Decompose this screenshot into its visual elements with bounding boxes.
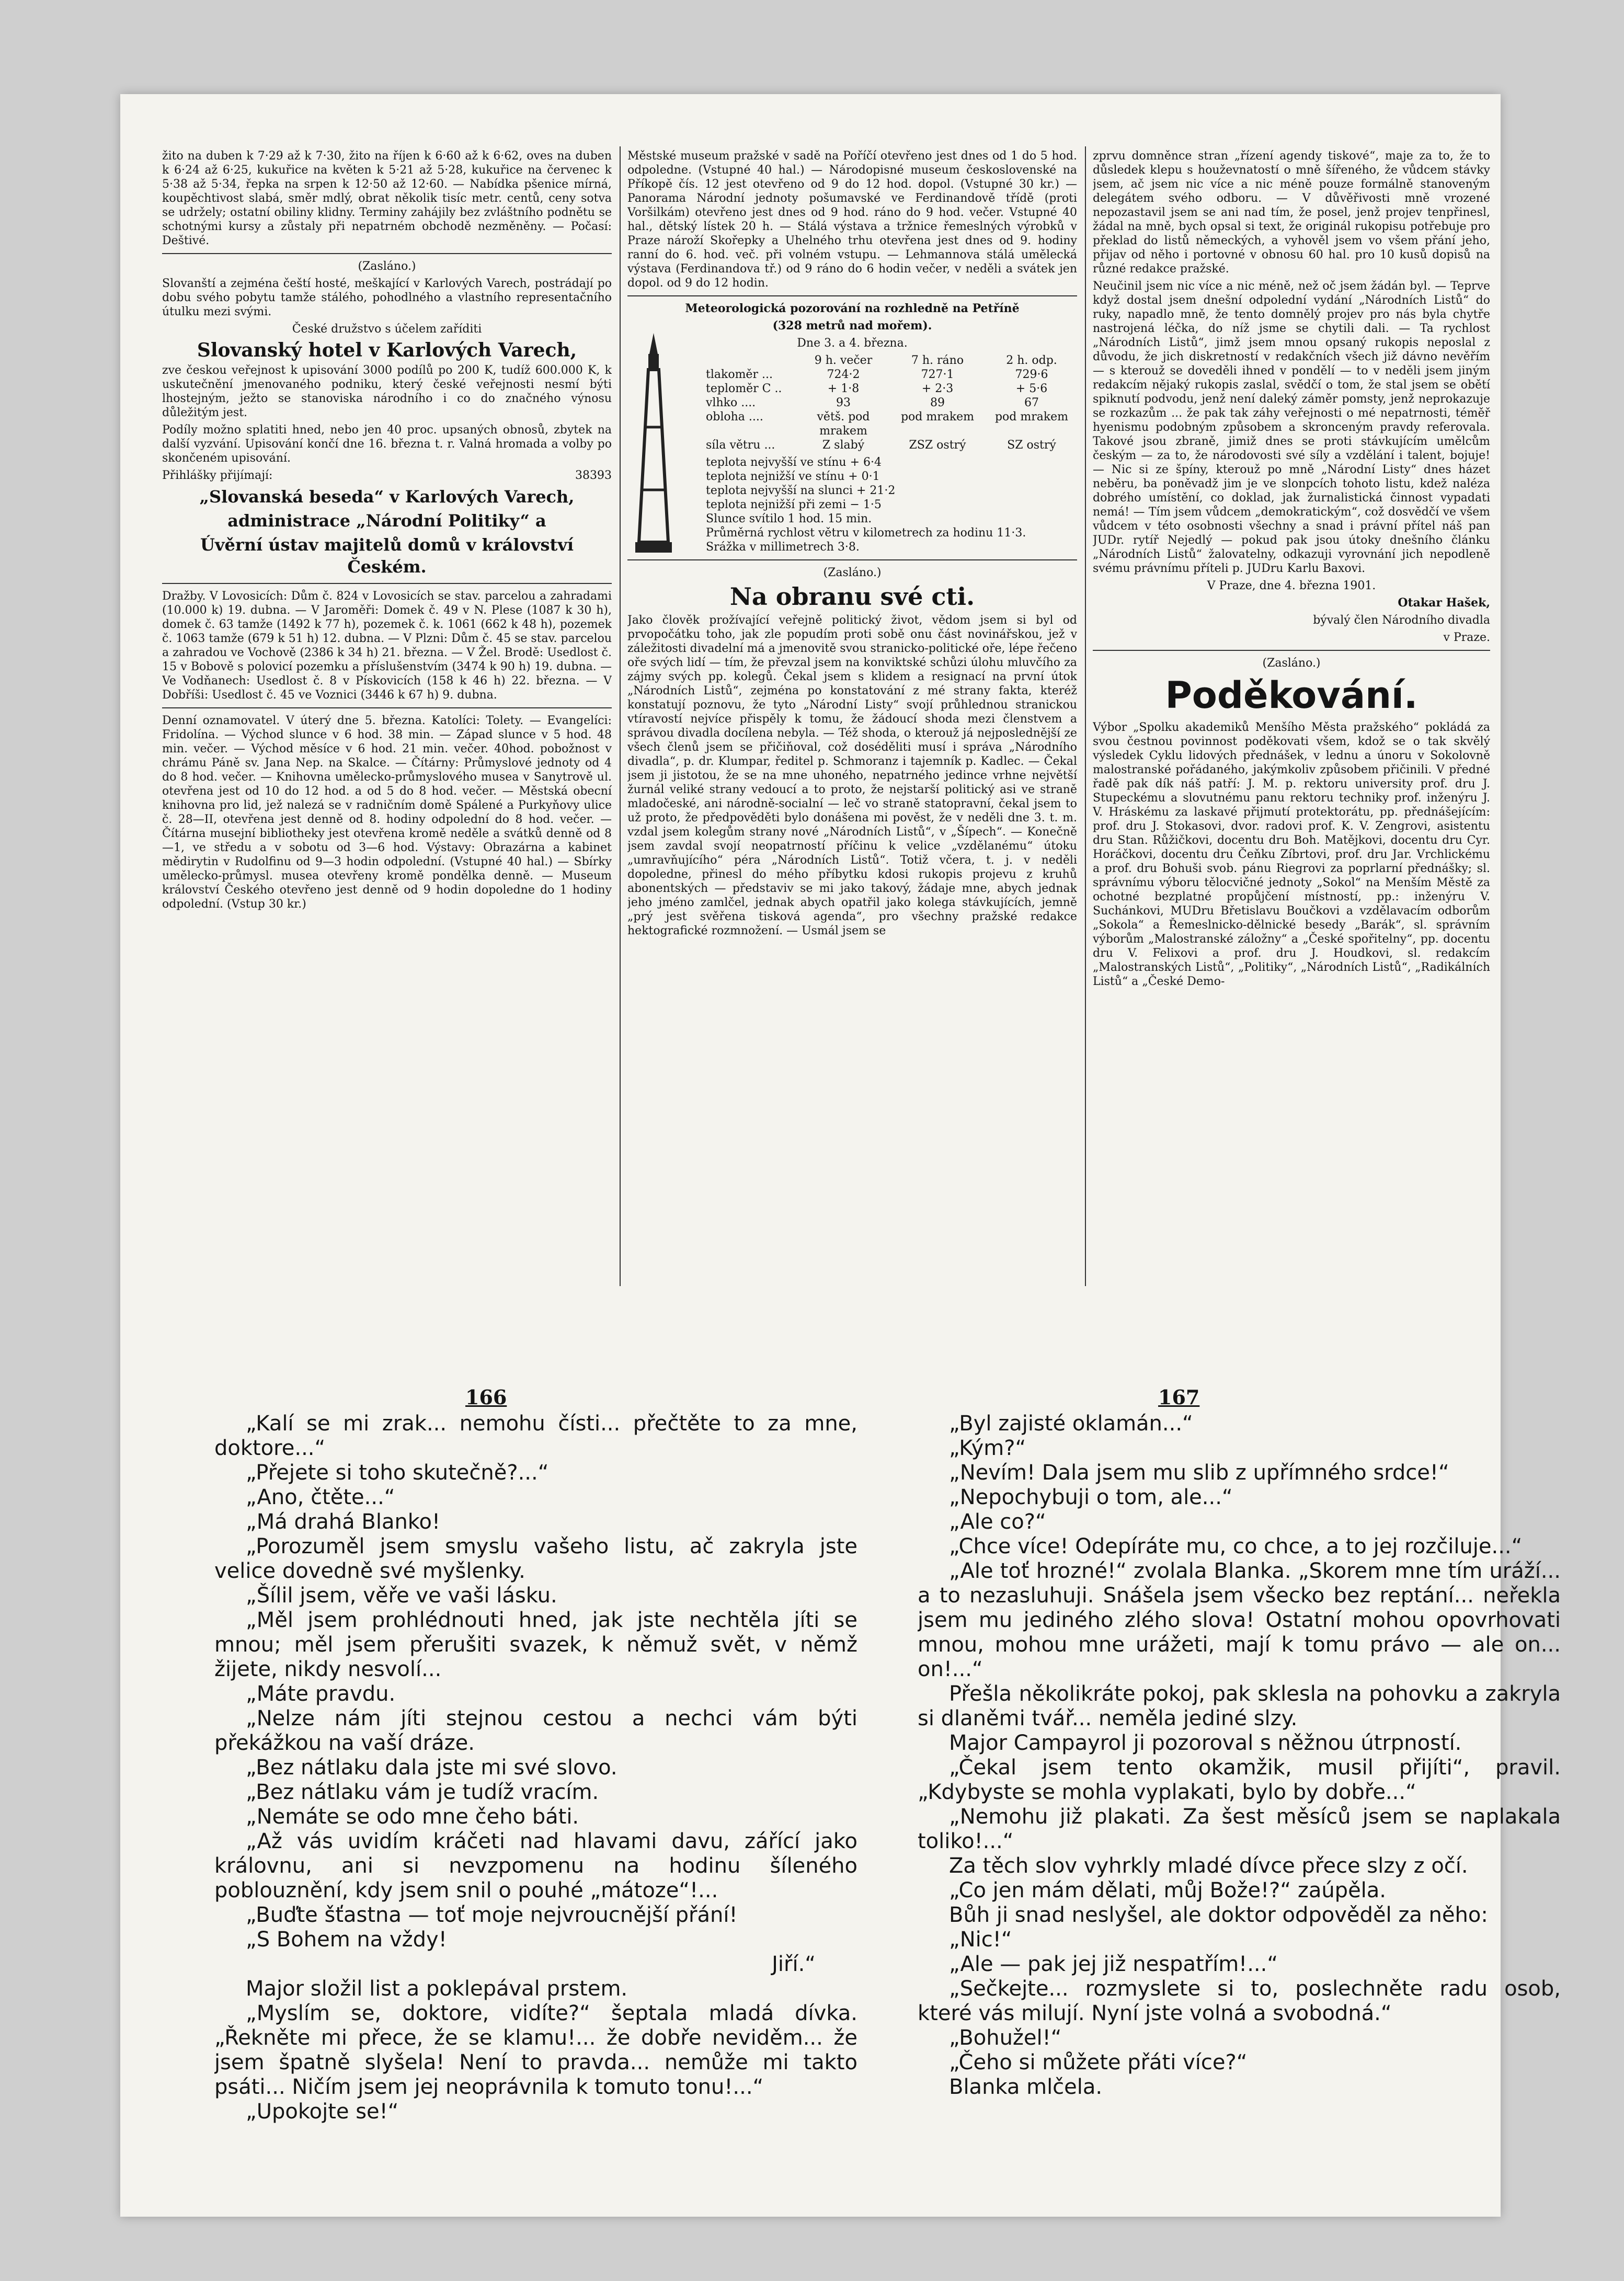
podekovani-title: Poděkování.: [1165, 674, 1418, 717]
meteo-cell: pod mrakem: [900, 410, 975, 423]
meteo-extra-line: teplota nejnižší při zemi − 1·5: [706, 498, 882, 511]
meteo-cell: + 2·3: [921, 382, 954, 395]
meteo-cell: 729·6: [1015, 368, 1048, 381]
meteo-row-label: tlakoměr ...: [706, 368, 773, 381]
meteo-extra-line: teplota nejnižší ve stínu + 0·1: [706, 470, 880, 483]
auctions: Dražby. V Lovosicích: Dům č. 824 v Lovosicích se stav. parcelou a zahradami (10.000 k) 19. dubna. — V Jaroměři: Domek č. 49 v N. Plese (1087 k 30 h), domek č. 63 tamže (1492 k 77 h), pozemek č. k. 1061 (662 k 48 h), pozemek č. 1063 tamže (679 k 51 h) 12. dubna. — V Plzni: Dům č. 45 se stav. parcelou a zahradou ve Vochově (2386 k 34 h) 21. března. — V Žel. Brodě: Usedlost č. 15 v Bobově s polovicí pozemku a příslušenstvím (3474 k 90 h) 19. dubna. — Ve Vodňanech: Usedlost č. 8 v Pískovicích (158 k 46 h) 22. března. — V Dobříši: Usedlost č. 45 ve Voznici (3446 k 67 h) 9. dubna.: [162, 590, 612, 702]
hotel-intro: Slovanští a zejména čeští hosté, meškající v Karlových Varech, postrádají po dobu svého pobytu tamže stálého, pohodlného a vlastního representačního útulku mezi svými.: [162, 277, 612, 318]
meteo-row-label: síla větru ...: [706, 439, 775, 452]
beseda-heading: „Slovanská beseda“ v Karlových Varech,: [199, 487, 575, 507]
meteo-extra-line: Slunce svítilo 1 hod. 15 min.: [706, 512, 872, 525]
meteo-box: [627, 302, 1077, 554]
market-report: žito na duben k 7·29 až k 7·30, žito na říjen k 6·60 až k 6·62, oves na duben k 6·24 až 6·25, kukuřice na květen k 5·21 až 5·28, kukuřice na červenec k 5·38 až 5·34, řepka na srpen k 12·50 až 12·60. — Nabídka pšenice mírná, koupěchtivost slabá, směr mdlý, obrat několik tisíc metr. centů, ceny sotva se udržely; ostatní obiliny klidny. Terminy zahájily bez zvláštního podnětu se schotnými kursy a zůstaly při nepatrném obchodě nezměněny. — Počasí: Deštivé.: [162, 150, 612, 247]
meteo-date: Dne 3. a 4. března.: [797, 337, 908, 350]
hotel-accept-label: Přihlášky přijímají:: [162, 469, 273, 482]
meteo-title: Meteorologická pozorování na rozhledně na Petříně: [685, 302, 1020, 315]
newspaper-sheet: [120, 94, 1561, 2217]
hotel-body: zve českou veřejnost k upisování 3000 podílů po 200 K, tudíž 600.000 K, k uskutečnění jmenovaného podniku, který české veřejnosti nesmí býti lhostejným, ježto se stanoviska národního i co do značného výnosu důležitým jest.: [162, 364, 612, 419]
meteo-extra-line: teplota nejvyšší ve stínu + 6·4: [706, 456, 882, 469]
meteo-cell: + 5·6: [1015, 382, 1048, 395]
zaslano-label: (Zasláno.): [1262, 657, 1321, 670]
story-paragraph: „Čeho si můžete přáti více?“: [949, 2050, 1248, 2074]
meteo-header: 9 h. večer: [814, 354, 873, 367]
meteo-extra-line: Průměrná rychlost větru v kilometrech za hodinu 11·3.: [706, 526, 1026, 540]
story-paragraph: „Nelze nám jíti stejnou cestou a nechci vám býti překážkou na vaší dráze.: [214, 1706, 857, 1755]
column-rule: [620, 146, 621, 1286]
museum-notices: Městské museum pražské v sadě na Poříčí otevřeno jest dnes od 1 do 5 hod. odpoledne. (Vstupné 40 hal.) — Národopisné museum československé na Příkopě čís. 12 jest otevřeno od 9 do 12 hod. dopol. (Vstupné 30 kr.) — Panorama Národní jednoty pošumavské ve Ferdinandově třídě (proti Voršilkám) otevřeno jest dnes od 9 hod. ráno do 9 hod. večer. Vstupné 40 hal., dětský lístek 20 h. — Stálá výstava a tržnice řemeslných výrobků v Praze nároží Skořepky a Uhelného trhu otevřena jest dnes od 9. hodiny ranní do 6. hod. več. při volném vstupu. — Lehmannova stálá umělecká výstava (Ferdinandova tř.) od 9 ráno do 6 hodin večer, v neděli a svátek jen dopol. od 9 do 12 hodin.: [627, 150, 1077, 290]
meteo-table: [706, 353, 1077, 452]
page-number-right: 167: [1158, 1385, 1200, 1409]
podekovani-body: Výbor „Spolku akademiků Menšího Města pražského“ pokládá za svou čestnou povinnost poděkovati všem, kdož se o tak skvělý výsledek Cyklu lidových přednášek, v lednu a únoru v Sokolovně malostranské pořádaného, jakýmkoliv způsobem přičinili. V předné řadě pak dík náš patří: J. M. p. rektoru university prof. dru J. Stupeckému a slovutnému panu rektoru techniky prof. inženýru J. V. Hráskému za laskavé přijmutí protektorátu, pp. přednášejícím: prof. dru J. Stokasovi, dvor. radovi prof. K. V. Zengrovi, asistentu dru Stan. Růžičkovi, docentu dru Boh. Matějkovi, docentu dru Cyr. Horáčkovi, docentu dru Čeňku Zíbrtovi, prof. dru Jar. Vrchlickému a prof. dru Bohuši svob. pánu Riegrovi za poprlarní přednášky; sl. správnímu výboru tělocvičné jednoty „Sokol“ na Menším Městě za ochotné bezplatné propůjčení místností, pp.: inženýru V. Suchánkovi, MUDru Břetislavu Boučkovi a vzdělavacím odborům „Sokola“ a Řemeslnicko-dělnické besedy „Barák“, sl. správním výborům „Malostranské záložny“ a „České spořitelny“, pp. docentu dru V. Felixovi a prof. dru J. Houdkovi, sl. redakcím „Malostranských Listů“, „Politiky“, „Národních Listů“, „Radikálních Listů“ a „České Demo-: [1093, 721, 1490, 988]
place-date: V Praze, dne 4. března 1901.: [1207, 579, 1376, 592]
story-paragraph: „Byl zajisté oklamán...“: [949, 1412, 1193, 1436]
admin-heading: administrace „Národní Politiky“ a: [227, 511, 546, 531]
story-paragraph: „Kým?“: [949, 1436, 1026, 1460]
story-paragraph: Major Campayrol ji pozoroval s něžnou útrpností.: [949, 1731, 1462, 1755]
story-paragraph: „Porozuměl jsem smyslu vašeho listu, ač zakryla jste velice dovedně své myšlenky.: [214, 1534, 857, 1583]
meteo-cell: + 1·8: [827, 382, 860, 395]
obrana-continued-2: Neučinil jsem nic více a nic méně, než oč jsem žádán byl. — Teprve když dostal jsem dnešní odpolední vydání „Národních Listů“ do ruky, napadlo mně, že tento domnělý projev pro nás byla chytře nastrojená léčka, do níž jsme se chytili dali. — Ta rychlost „Národních Listů“, jimž jsem mnou opsaný rukopis neposlal z důvodu, že jich diskretností v redakčních všech již dávno nevěřím — s kterouž se doveděli ihned v pondělí — to v neděli jsem jiným redakcím nějaký rukopis zaslal, svědčí o tom, že stal jsem se obětí spiknutí podvodu, jenž není daleký záměr pomsty, jenž neprokazuje se rozkazům ... že pak tak záhy veřejnosti o mé nepatrnosti, téměř hyenismu podobným způsobem a skronceným pravdy referovala. Takové jsou zbraně, jimiž dnes se proti stávkujícím umělcům českým — za to, že národovosti své síly a vzdělání i talent, bojuje! — Nic si ze špíny, kterouž po mně „Národní Listy“ dnes házet neběru, ba poněvadž jim je ve slonpcích tohoto listu, kdež naléza dobrého umístění, co doklad, jak žurnalistická činnost vypadati nemá! — Tím jsem vůdcem „demokratickým“, což dosvědčí ve všem vůdcem v této osobnosti všechny a snad i právní přítel náš pan JUDr. rytíř Nejedlý — pokud pak jsou útoky dnešního článku „Národních Listů“ žalovatelny, odkazuji vyrovnání jich nepodleně svému právnímu příteli p. JUDru Karlu Baxovi.: [1093, 280, 1490, 575]
story-paragraph: „Buďte šťastna — toť moje nejvroucnější přání!: [246, 1903, 738, 1927]
meteo-cell: pod mrakem: [994, 410, 1069, 423]
meteo-cell: Z slabý: [822, 439, 865, 452]
story-paragraph: „Ale co?“: [949, 1510, 1046, 1534]
meteo-header: 2 h. odp.: [1006, 354, 1057, 367]
divider: [627, 295, 1077, 296]
obrana-title: Na obranu své cti.: [729, 582, 975, 611]
meteo-cell: 724·2: [827, 368, 860, 381]
meteo-header: 7 h. ráno: [911, 354, 964, 367]
story-paragraph: „Nic!“: [949, 1928, 1012, 1952]
meteo-cell: větš. pod mrakem: [817, 410, 870, 438]
story-left: [214, 1412, 857, 2196]
story-paragraph: „Bohužel!“: [949, 2026, 1062, 2050]
story-paragraph: „Chce více! Odepíráte mu, co chce, a to jej rozčiluje...“: [949, 1534, 1523, 1558]
story-paragraph: Přešla několikráte pokoj, pak sklesla na pohovku a zakryla si dlaněmi tvář... neměla jediné slzy.: [918, 1682, 1561, 1730]
hotel-terms: Podíly možno splatiti hned, nebo jen 40 proc. upsaných obnosů, zbytek na další vyzvání. Upisování končí dne 16. března t. r. Valná hromada a volby po skončeném upisování.: [162, 423, 612, 465]
daily-notices: Denní oznamovatel. V úterý dne 5. března. Katolíci: Tolety. — Evangelíci: Fridolína. — Východ slunce v 6 hod. 38 min. — Západ slunce v 5 hod. 48 min. večer. — Východ měsíce v 6 hod. 21 min. večer. 40hod. pobožnost v chrámu Páně sv. Jana Nep. na Skalce. — Čítárny: Průmyslové jednoty od 4 do 8 hod. večer. — Knihovna umělecko-průmyslového musea v Sanytrově ul. otevřena jest od 10 do 12 hod. a od 5 do 8 hod. večer. — Městská obecní knihovna pro lid, jež nalezá se v radničním domě Spálené a Purkyňovy ulice č. 28—II, otevřena jest denně od 8. hodiny odpolední do 8 hod. večer. — Čítárna musejní bibliotheky jest otevřena kromě neděle a svátků denně od 8—1, ve středu a v sobotu od 3—6 hod. Výstavy: Obrazárna a kabinet mědirytin v Rudolfinu od 9—3 hodin odpolední. (Vstupné 40 hal.) — Sbírky umělecko-průmysl. musea otevřeny kromě pondělka denně. — Museum království Českého otevřeno jest denně od 9 hodin dopoledne do 1 hodiny odpolední. (Vstup 30 kr.): [162, 714, 612, 911]
meteo-row-label: obloha ....: [706, 410, 763, 423]
story-right: [918, 1412, 1561, 2196]
story-paragraph: „Bez nátlaku dala jste mi své slovo.: [246, 1756, 617, 1780]
zaslano-label: (Zasláno.): [823, 566, 882, 579]
petrin-tower-icon: [627, 333, 680, 553]
story-paragraph: Major složil list a poklepával prstem.: [246, 1977, 628, 2001]
obrana-body: Jako člověk prožívající veřejně politický život, vědom jsem si byl od prvopočátku toho, jak zle popudím proti sobě onu část novinářskou, jež v záležitosti divadelní má a jmenovitě svou stranicko-politické oře, lépe řečeno oře svých lidí — tím, že převzal jsem na konviktské schůzi úlohu mluvčího za zájmy svých pp. kolegů. Čekal jsem s klidem a resignací na první útok „Národních Listů“, zejména po konstatování z mé strany fakta, kteréž konstatují poznovu, že tyto „Národní Listy“ svojí průhlednou stranickou vtíravostí nejvíce přispěly k tomu, že žádoucí shoda mezi členstvem a správou divadla docílena nebyla. — Též shoda, o kterouž já nejposlednější ze všech členů jsem se přičiňoval, což doséděliti musí i správa „Národního divadla“, p. dr. Klumpar, ředitel p. Schmoranz i tajemník p. Kadlec. — Čekal jsem ji jistotou, že se na mne uhoného, nepatrného jedince vrhne největší žurnál veliké strany vedoucí a to proto, že nejstarší politický asi ve straně mladočeské, ani národně-socialní — leč vo straně statopravní, čekal jsem to už proto, že předpověděti bylo donášena mi pověst, že v neděli dne 3. t. m. vzdal jsem kolegům strany nové „Národních Listů“, v „Šípech“. — Konečně jsem zavdal svojí neopatrností příčinu k velice „vzdělanému“ útoku „umravňujícího“ péra „Národních Listů“. Totiž včera, t. j. v neděli dopoledne, přinesl do mého příbytku kdosi rukopis projevu z kruhů abonentských — představiv se mi jako takový, žádaje mne, abych jednak jeho jméno zamlčel, jednak abych opatřil jako kolega stávkujících, jemně „prý jest svěřena tisková agenda“, pro všechny pražské redakce hektografické rozmnožení. — Usmál jsem se: [627, 614, 1077, 937]
meteo-row-label: vlhko ....: [706, 396, 756, 409]
meteo-extra-line: Srážka v millimetrech 3·8.: [706, 541, 860, 554]
meteo-cell: SZ ostrý: [1007, 439, 1056, 452]
story-paragraph: „Má drahá Blanko!: [246, 1510, 441, 1534]
story-paragraph: „Ale — pak jej již nespatřím!...“: [949, 1952, 1278, 1976]
hotel-accept: [162, 468, 612, 483]
meteo-cell: 93: [836, 396, 851, 409]
hotel-number: 38393: [575, 469, 612, 482]
story-paragraph: „Měl jsem prohlédnouti hned, jak jste nechtěla jíti se mnou; měl jsem přerušiti svazek, k němuž svět, v němž žijete, nikdy nesvolí...: [214, 1608, 857, 1681]
meteo-extra-line: teplota nejvyšší na slunci + 21·2: [706, 484, 896, 497]
story-paragraph: „Čekal jsem tento okamžik, musil přijíti“, pravil. „Kdybyste se mohla vyplakati, bylo by dobře...“: [918, 1756, 1561, 1804]
meteo-cell: 67: [1024, 396, 1039, 409]
story-paragraph: „Myslím se, doktore, vidíte?“ šeptala mladá dívka. „Řekněte mi přece, že se klamu!... že dobře neviděm... že jsem špatně slyšela! Není to pravda... nemůže mi takto psáti... Ničím jsem jej neoprávnila k tomuto tonu!...“: [214, 2001, 857, 2099]
story-paragraph: „Nemáte se odo mne čeho báti.: [246, 1805, 579, 1829]
meteo-row-label: teploměr C ..: [706, 382, 782, 395]
signature-name: Otakar Hašek,: [1398, 596, 1490, 610]
story-paragraph: „Upokojte se!“: [246, 2100, 399, 2124]
story-paragraph: Jiří.“: [772, 1952, 816, 1976]
divider: [162, 583, 612, 584]
story-paragraph: „Přejete si toho skutečně?...“: [246, 1461, 549, 1485]
story-paragraph: „Šílil jsem, věře ve vaši lásku.: [246, 1584, 557, 1608]
story-paragraph: Bůh ji snad neslyšel, ale doktor odpověděl za něho:: [949, 1903, 1488, 1927]
story-paragraph: Za těch slov vyhrkly mladé dívce přece slzy z očí.: [949, 1854, 1468, 1878]
meteo-cell: ZSZ ostrý: [909, 439, 966, 452]
meteo-subtitle: (328 metrů nad mořem).: [772, 319, 932, 333]
story-paragraph: „Sečkejte... rozmyslete si to, poslechněte radu osob, které vás milují. Nyní jste volná a svobodná.“: [918, 1977, 1561, 2025]
story-paragraph: „Ale toť hrozné!“ zvolala Blanka. „Skorem mne tím uráží... a to nezasluhuji. Snášela jsem všecko bez reptání... neřekla jsem mu jediného zlého slova! Ostatní mohou opovrhovati mnou, mohou mne urážeti, mají k tomu právo — ale on... on!...“: [918, 1559, 1561, 1681]
meteo-header: [706, 353, 795, 368]
uverni-heading: Úvěrní ústav majitelů domů v království Českém.: [200, 535, 574, 577]
column-middle: [627, 149, 1077, 1283]
hotel-announce: České družstvo s účelem zaříditi: [292, 323, 482, 336]
meteo-cell: 727·1: [921, 368, 954, 381]
story-paragraph: „Až vás uvidím kráčeti nad hlavami davu, zářící jako královnu, ani si nevzpomenu na hodinu šíleného poblouznění, kdy jsem snil o pouhé „mátoze“!...: [214, 1829, 857, 1902]
story-paragraph: „Nepochybuji o tom, ale...“: [949, 1485, 1233, 1509]
obrana-continued: zprvu domněnce stran „řízení agendy tiskové“, maje za to, že to důsledek klepu s houževnatostí o mně šířeného, že vůdcem stávky jsem, ač jsem nic více a nic méně pouze formálně stanoveným delegátem svého odboru. — V důvěřivosti mně vrozené nepozastavil jsem se ani nad tím, že posel, jenž projev tenpřinesl, žádal na mně, bych opsal si text, že originál rukopisu potřebuje pro překlad do listů německých, a vyhověl jsem vo všem přání jeho, přijav od něho i portovné v obnosu 60 hal. pro 10 kusů dopisů na různé redakce pražské.: [1093, 150, 1490, 276]
story-paragraph: „Máte pravdu.: [246, 1682, 396, 1706]
divider: [162, 253, 612, 254]
story-paragraph: Blanka mlčela.: [949, 2075, 1103, 2099]
column-left: [162, 149, 612, 1283]
meteo-cell: 89: [930, 396, 945, 409]
meteo-extra: [706, 455, 1077, 554]
page-number-left: 166: [465, 1385, 507, 1409]
divider: [627, 559, 1077, 560]
story-paragraph: „Bez nátlaku vám je tudíž vracím.: [246, 1780, 599, 1804]
column-rule: [1085, 146, 1086, 1286]
story-paragraph: „Nevím! Dala jsem mu slib z upřímného srdce!“: [949, 1461, 1449, 1485]
zaslano-label: (Zasláno.): [358, 260, 416, 273]
signature-place: v Praze.: [1443, 631, 1490, 644]
story-paragraph: „Nemohu již plakati. Za šest měsíců jsem se naplakala toliko!...“: [918, 1805, 1561, 1853]
story-paragraph: „Ano, čtěte...“: [246, 1485, 395, 1509]
divider: [1093, 650, 1490, 651]
story-paragraph: „Co jen mám dělati, můj Bože!?“ zaúpěla.: [949, 1878, 1387, 1902]
signature-role: bývalý člen Národního divadla: [1313, 614, 1490, 627]
column-right: [1093, 149, 1490, 1283]
story-paragraph: „S Bohem na vždy!: [246, 1928, 447, 1952]
hotel-title: Slovanský hotel v Karlových Varech,: [197, 339, 577, 361]
story-paragraph: „Kalí se mi zrak... nemohu čísti... přečtěte to za mne, doktore...“: [214, 1412, 857, 1460]
divider: [162, 707, 612, 708]
